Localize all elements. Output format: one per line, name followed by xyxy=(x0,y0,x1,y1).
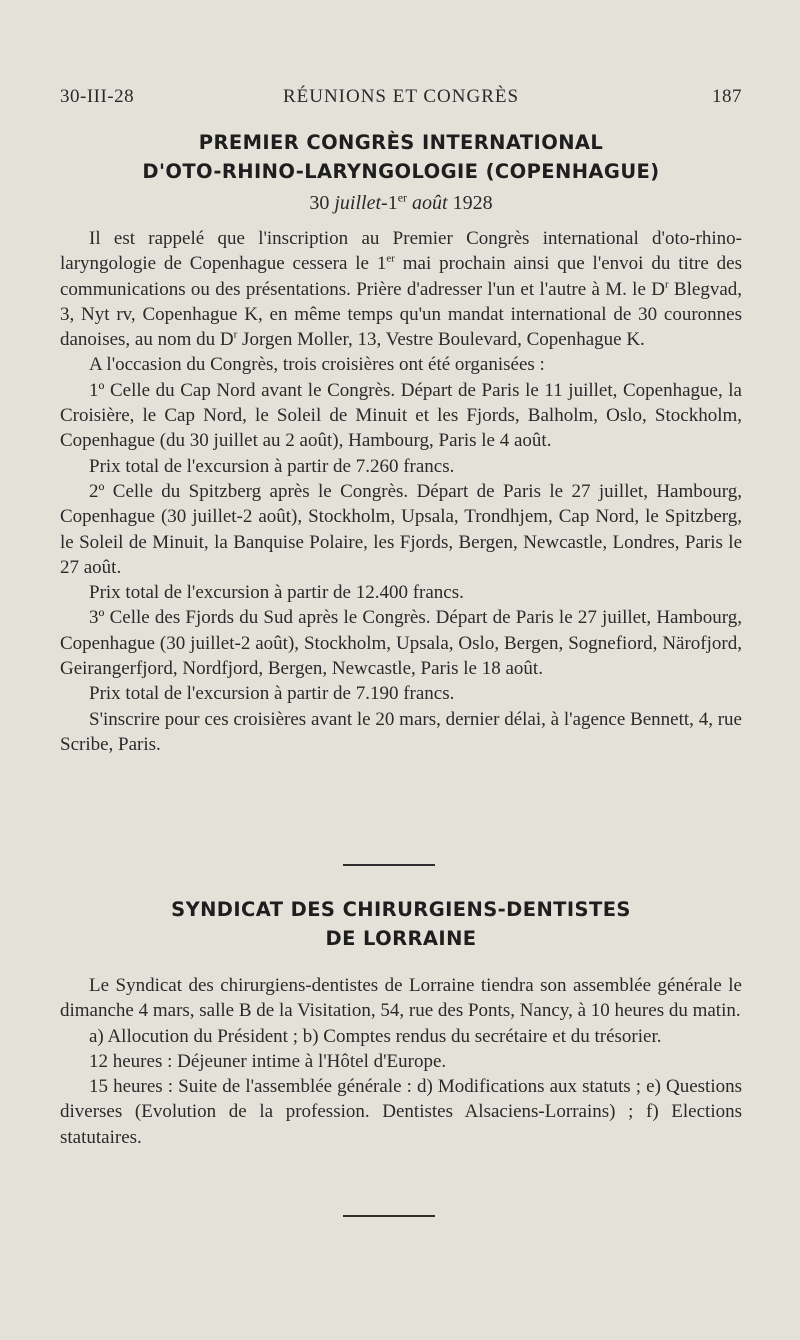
paragraph: 15 heures : Suite de l'assemblée générale : d) Modifications aux statuts ; e) Questions diverses (Evolution de la profession. Dentistes Alsaciens-Lorrains) ; f) Elections statutaires. xyxy=(60,1076,742,1148)
title-line: SYNDICAT DES CHIRURGIENS-DENTISTES xyxy=(171,898,631,921)
running-head xyxy=(60,86,742,112)
text-run: Jorgen Moller, 13, Vestre Boulevard, Copenhague K. xyxy=(237,329,645,351)
date-month: juillet xyxy=(334,192,382,214)
superscript: r xyxy=(664,278,669,291)
date-sup: er xyxy=(397,190,408,205)
section-title: RÉUNIONS ET CONGRÈS xyxy=(282,86,520,107)
superscript: er xyxy=(386,252,395,265)
text-run: Il est rappelé que l'inscription au Premier Congrès international d'oto-rhino-laryngologie de Copenhague cessera le 1 xyxy=(60,228,742,275)
paragraph: Prix total de l'excursion à partir de 7.260 francs. xyxy=(89,455,455,477)
article-syndicat xyxy=(60,895,742,1150)
section-divider xyxy=(343,864,435,866)
title-line: D'OTO-RHINO-LARYNGOLOGIE (COPENHAGUE) xyxy=(142,160,660,183)
article-title xyxy=(60,895,742,953)
paragraph xyxy=(60,226,742,352)
title-line: DE LORRAINE xyxy=(325,927,477,950)
paragraph: S'inscrire pour ces croisières avant le 20 mars, dernier délai, à l'agence Bennett, 4, rue Scribe, Paris. xyxy=(60,708,742,755)
end-divider xyxy=(343,1215,435,1217)
text-run: mai prochain ainsi que l'envoi du titre des communications ou des présentations. Prière d'adresser l'un et l'autre à M. le D xyxy=(60,253,742,300)
paragraph: 2º Celle du Spitzberg après le Congrès. Départ de Paris le 27 juillet, Hambourg, Copenhague (30 juillet-2 août), Stockholm, Upsala, Trondhjem, Cap Nord, le Spitzberg, le Soleil de Minuit, la Banquise Polaire, les Fjords, Bergen, Newcastle, Londres, Paris le 27 août. xyxy=(60,480,742,578)
title-line: PREMIER CONGRÈS INTERNATIONAL xyxy=(198,131,604,154)
superscript: r xyxy=(233,328,238,341)
paragraph: 1º Celle du Cap Nord avant le Congrès. Départ de Paris le 11 juillet, Copenhague, la Croisière, le Cap Nord, le Soleil de Minuit et les Fjords, Balholm, Oslo, Stockholm, Copenhague (du 30 juillet au 2 août), Hambourg, Paris le 4 août. xyxy=(60,379,742,452)
text-run: Blegvad, 3, Nyt rv, Copenhague K, en même temps qu'un mandat international de 30 couronnes danoises, au nom du D xyxy=(60,278,743,351)
date-separator: -1 xyxy=(381,192,398,214)
article-otorhino xyxy=(60,128,742,757)
paragraph: a) Allocution du Président ; b) Comptes rendus du secrétaire et du trésorier. xyxy=(89,1025,662,1047)
date-day: 30 xyxy=(309,192,335,214)
paragraph: Le Syndicat des chirurgiens-dentistes de Lorraine tiendra son assemblée générale le dimanche 4 mars, salle B de la Visitation, 54, rue des Ponts, Nancy, à 10 heures du matin. xyxy=(60,975,742,1022)
date-month: août xyxy=(407,192,448,214)
paragraph: 12 heures : Déjeuner intime à l'Hôtel d'Europe. xyxy=(89,1050,447,1072)
paragraph: 3º Celle des Fjords du Sud après le Congrès. Départ de Paris le 27 juillet, Hambourg, Copenhague (30 juillet-2 août), Stockholm, Upsala, Oslo, Bergen, Sognefiord, Närofjord, Geirangerfjord, Nordfjord, Bergen, Newcastle, Paris le 18 août. xyxy=(60,607,742,680)
issue-date: 30-III-28 xyxy=(60,86,135,107)
paragraph: Prix total de l'excursion à partir de 7.190 francs. xyxy=(89,683,455,705)
paragraph: A l'occasion du Congrès, trois croisières ont été organisées : xyxy=(89,354,545,376)
congress-dates xyxy=(60,190,742,216)
paragraph: Prix total de l'excursion à partir de 12.400 francs. xyxy=(89,582,464,604)
page-number: 187 xyxy=(712,86,742,107)
date-year: 1928 xyxy=(447,192,493,214)
article-title xyxy=(60,128,742,186)
